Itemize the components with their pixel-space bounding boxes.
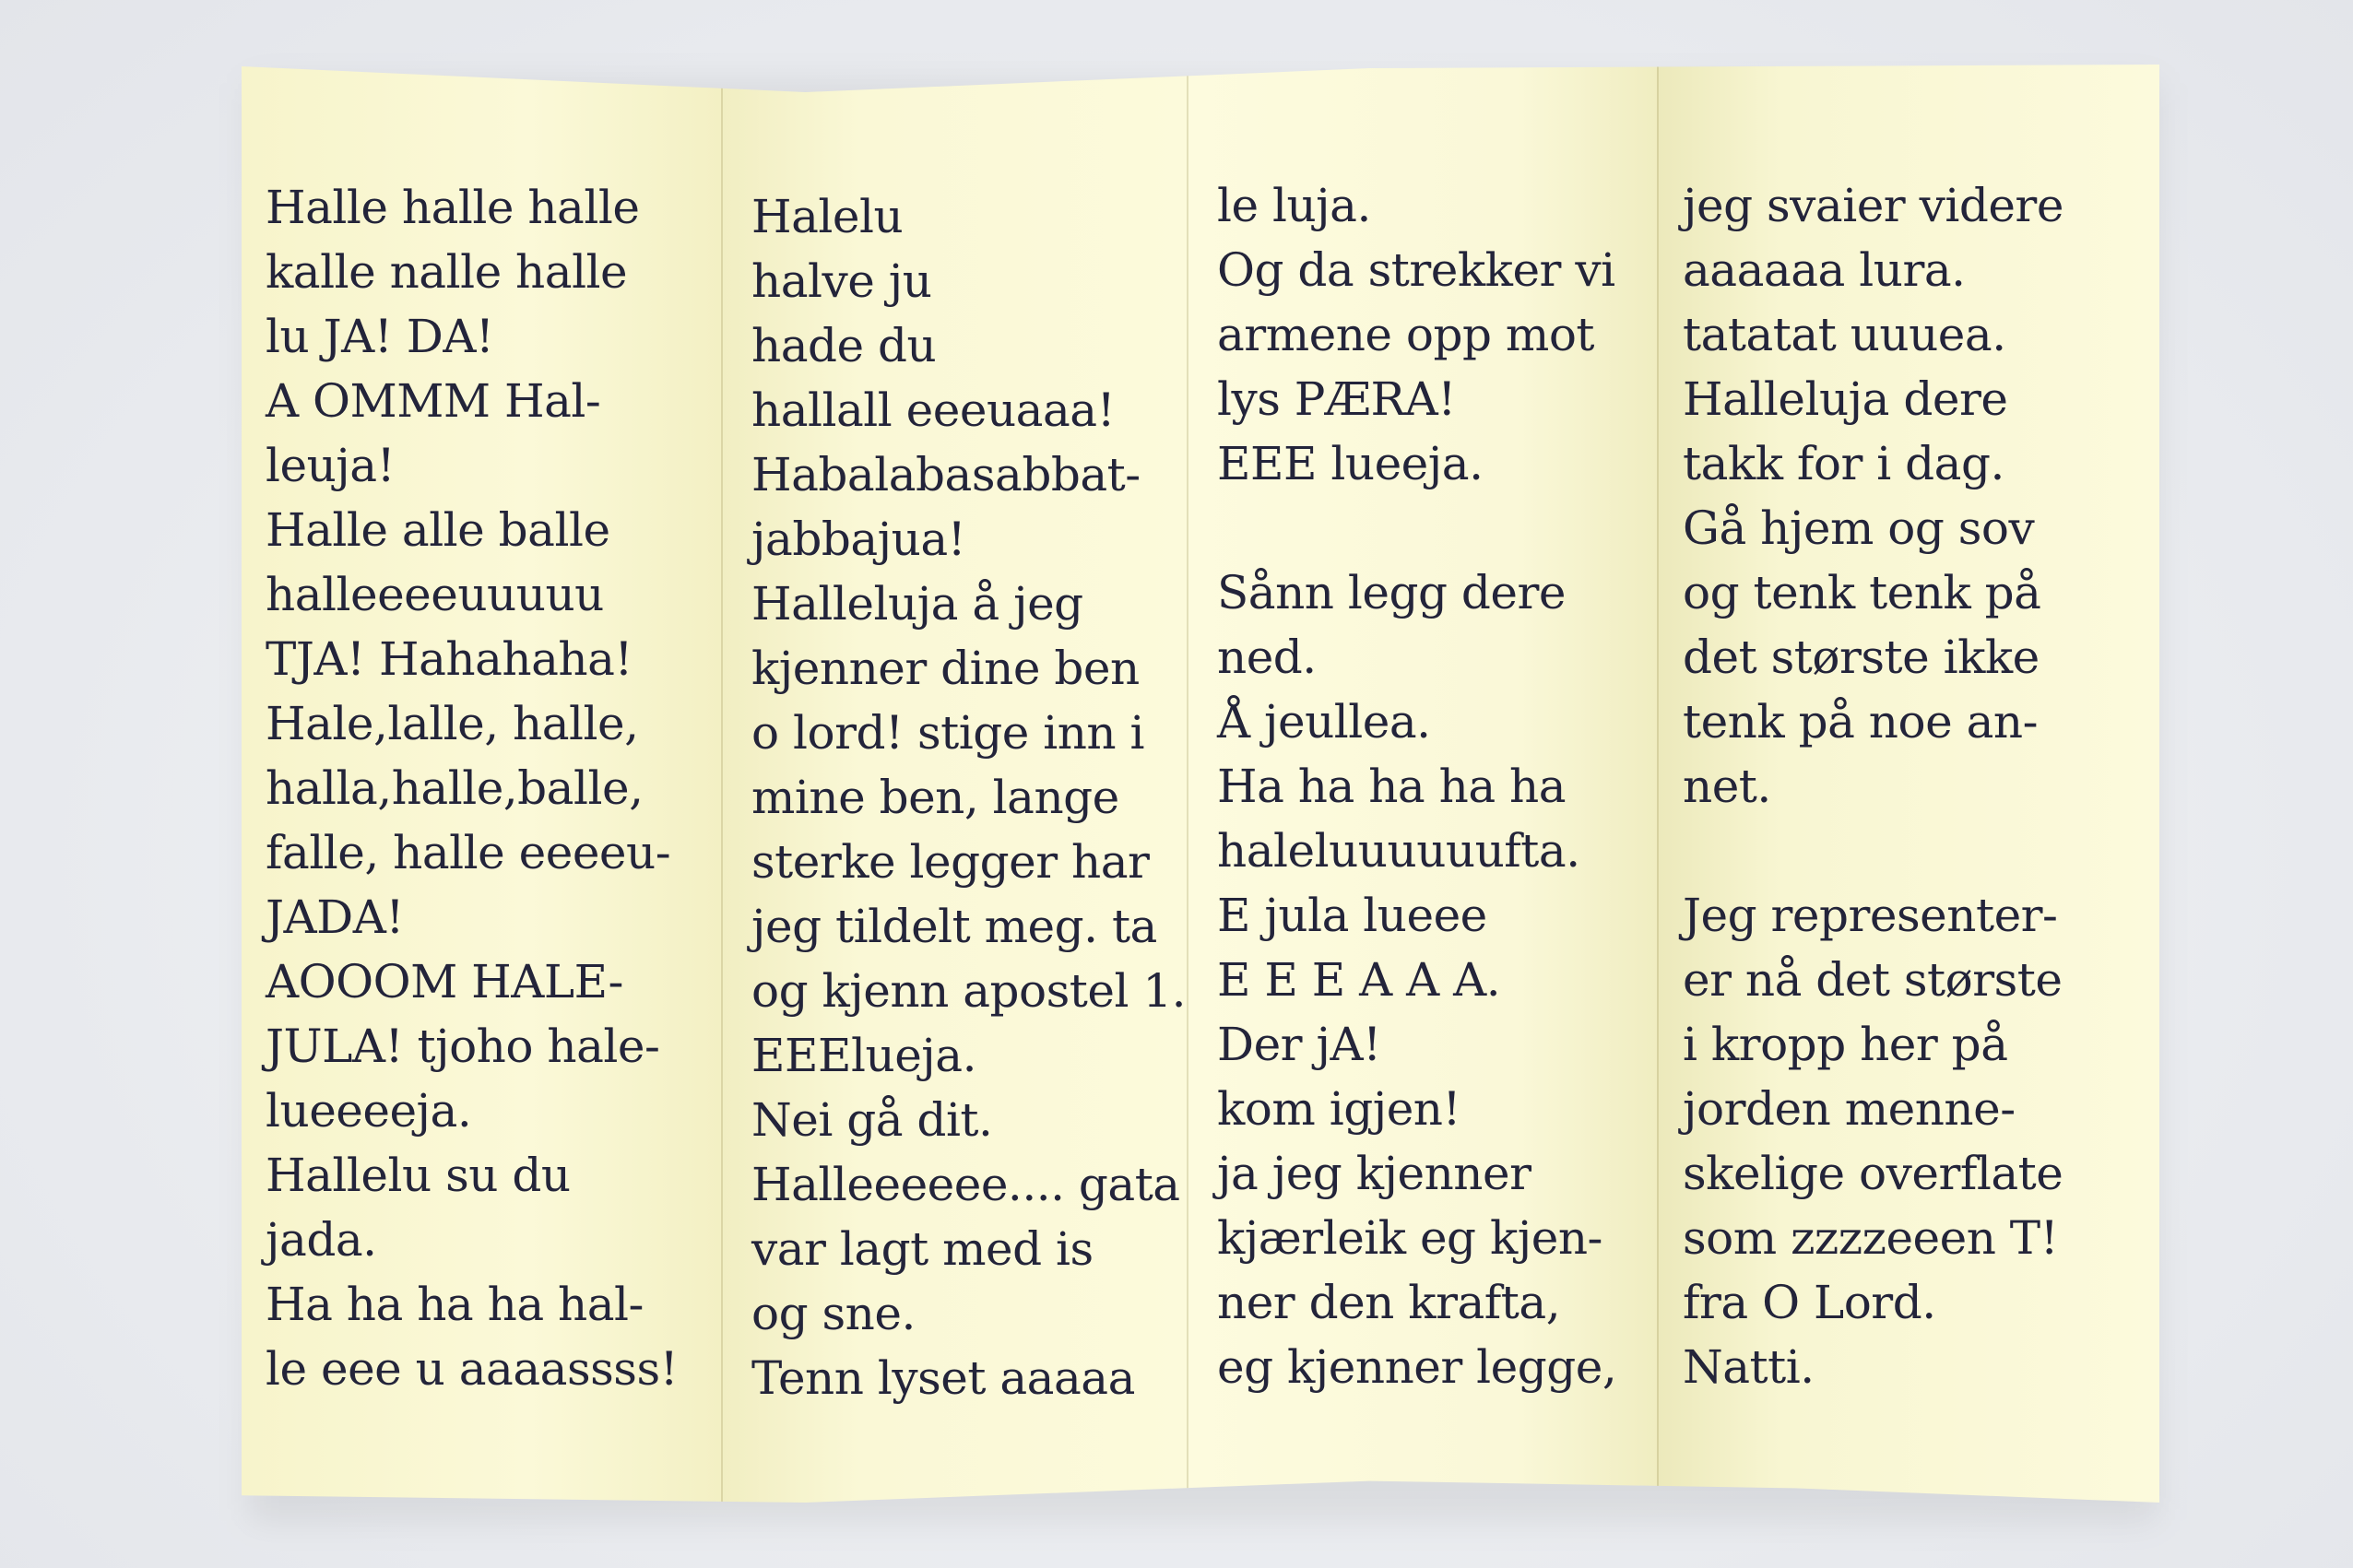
text-line: aaaaaa lura. bbox=[1683, 243, 1966, 297]
text-line: Tenn lyset aaaaa bbox=[751, 1351, 1135, 1405]
fold-line-3 bbox=[1657, 65, 1659, 1503]
stanza-break bbox=[1217, 496, 1616, 560]
text-line: Hallelu su du bbox=[266, 1149, 571, 1202]
text-line: jeg svaier videre bbox=[1683, 179, 2063, 232]
text-line: le eee u aaaassss! bbox=[266, 1342, 679, 1396]
text-line: skelige overflate bbox=[1683, 1147, 2063, 1200]
text-line: Å jeullea. bbox=[1217, 695, 1431, 749]
text-line: tenk på noe an- bbox=[1683, 695, 2038, 749]
text-line: TJA! Hahahaha! bbox=[266, 632, 633, 686]
text-line: Nei gå dit. bbox=[751, 1093, 993, 1147]
text-line: hallall eeeuaaa! bbox=[751, 383, 1116, 437]
text-line: Halleluja å jeg bbox=[751, 577, 1083, 631]
text-column-4 bbox=[1683, 173, 2063, 1399]
text-line: Jeg representer- bbox=[1683, 889, 2058, 942]
fold-line-1 bbox=[721, 65, 723, 1503]
text-line: og tenk tenk på bbox=[1683, 566, 2041, 619]
text-line: Sånn legg dere bbox=[1217, 566, 1566, 619]
text-line: Halleluja dere bbox=[1683, 372, 2008, 426]
text-line: Gå hjem og sov bbox=[1683, 501, 2035, 555]
text-line: JADA! bbox=[266, 890, 404, 944]
text-line: i kropp her på bbox=[1683, 1018, 2008, 1071]
text-line: E E E A A A. bbox=[1217, 953, 1501, 1007]
text-line: ner den krafta, bbox=[1217, 1276, 1561, 1329]
text-line: kom igjen! bbox=[1217, 1082, 1461, 1136]
text-line: sterke legger har bbox=[751, 835, 1150, 889]
text-line: AOOOM HALE- bbox=[266, 955, 623, 1008]
text-line: kjenner dine ben bbox=[751, 642, 1140, 695]
text-line: halve ju bbox=[751, 254, 932, 308]
text-line: Ha ha ha ha ha bbox=[1217, 760, 1567, 813]
text-line: Halle alle balle bbox=[266, 503, 610, 557]
text-line: og kjenn apostel 1. bbox=[751, 964, 1187, 1018]
text-line: halleeeeuuuuu bbox=[266, 568, 604, 621]
text-line: Og da strekker vi bbox=[1217, 243, 1615, 297]
text-line: Hale,lalle, halle, bbox=[266, 697, 639, 750]
text-line: EEE lueeja. bbox=[1217, 437, 1484, 490]
text-line: mine ben, lange bbox=[751, 771, 1119, 824]
text-line: EEElueja. bbox=[751, 1029, 976, 1082]
text-line: lys PÆRA! bbox=[1217, 372, 1456, 426]
text-line: armene opp mot bbox=[1217, 308, 1595, 361]
text-line: var lagt med is bbox=[751, 1222, 1094, 1276]
fold-line-2 bbox=[1187, 65, 1188, 1503]
text-line: leuja! bbox=[266, 439, 396, 492]
text-line: jada. bbox=[266, 1213, 377, 1267]
text-line: jabbajua! bbox=[751, 513, 966, 566]
text-line: lu JA! DA! bbox=[266, 310, 494, 363]
text-line: Halle halle halle bbox=[266, 181, 640, 234]
text-line: og sne. bbox=[751, 1287, 916, 1340]
text-line: falle, halle eeeeu- bbox=[266, 826, 671, 879]
text-column-1 bbox=[266, 175, 678, 1401]
text-line: haleluuuuuufta. bbox=[1217, 824, 1580, 878]
text-line: halla,halle,balle, bbox=[266, 761, 644, 815]
text-line: kjærleik eg kjen- bbox=[1217, 1211, 1602, 1265]
text-line: som zzzzeeen T! bbox=[1683, 1211, 2059, 1265]
text-line: jeg tildelt meg. ta bbox=[751, 900, 1157, 953]
text-line: ned. bbox=[1217, 631, 1317, 684]
stanza-break bbox=[1683, 819, 2063, 883]
text-line: A OMMM Hal- bbox=[266, 374, 601, 428]
text-line: takk for i dag. bbox=[1683, 437, 2004, 490]
text-line: net. bbox=[1683, 760, 1771, 813]
text-line: jorden menne- bbox=[1683, 1082, 2016, 1136]
text-line: Der jA! bbox=[1217, 1018, 1381, 1071]
text-line: det største ikke bbox=[1683, 631, 2040, 684]
text-line: Natti. bbox=[1683, 1340, 1815, 1394]
text-line: Halelu bbox=[751, 190, 904, 243]
text-line: Ha ha ha ha hal- bbox=[266, 1278, 644, 1331]
text-line: le luja. bbox=[1217, 179, 1371, 232]
text-line: er nå det største bbox=[1683, 953, 2063, 1007]
text-line: tatatat uuuea. bbox=[1683, 308, 2006, 361]
text-column-3 bbox=[1217, 173, 1616, 1399]
text-line: eg kjenner legge, bbox=[1217, 1340, 1617, 1394]
text-line: JULA! tjoho hale- bbox=[266, 1020, 660, 1073]
text-line: fra O Lord. bbox=[1683, 1276, 1936, 1329]
text-line: ja jeg kjenner bbox=[1217, 1147, 1531, 1200]
text-line: Halleeeeee.... gata bbox=[751, 1158, 1180, 1211]
text-column-2 bbox=[751, 184, 1186, 1410]
text-line: o lord! stige inn i bbox=[751, 706, 1144, 760]
text-line: hade du bbox=[751, 319, 937, 372]
text-line: lueeeeja. bbox=[266, 1084, 472, 1138]
text-line: Habalabasabbat- bbox=[751, 448, 1141, 501]
text-line: kalle nalle halle bbox=[266, 245, 628, 299]
text-line: E jula lueee bbox=[1217, 889, 1487, 942]
